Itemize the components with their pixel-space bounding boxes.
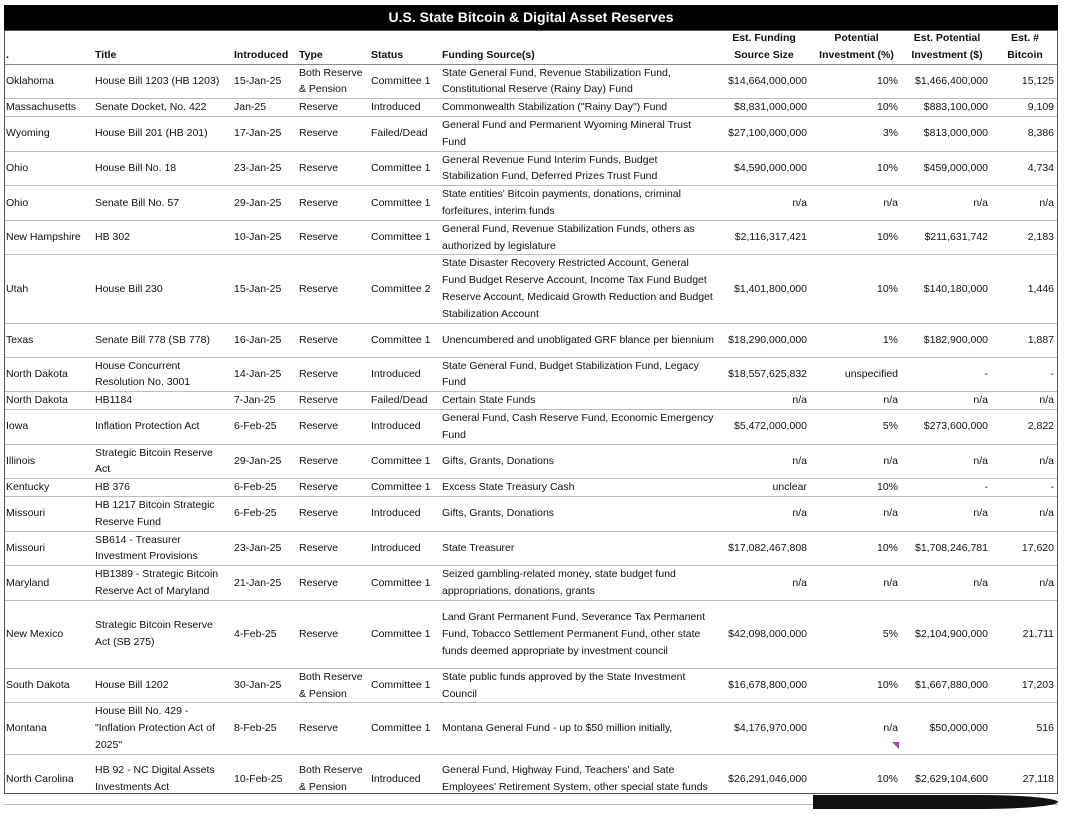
cell-funding-sources: General Fund, Revenue Stabilization Funds, others as authorized by legislature <box>440 220 717 255</box>
cell-title: Senate Docket, No. 422 <box>93 99 232 117</box>
cell-title: House Bill No. 429 - "Inflation Protection Act of 2025" <box>93 703 232 754</box>
cell-state: Ohio <box>4 151 93 186</box>
cell-state: Wyoming <box>4 116 93 151</box>
cell-funding-size: $18,290,000,000 <box>717 323 811 357</box>
table-row <box>4 186 1058 221</box>
table-row <box>4 323 1058 357</box>
table-row <box>4 116 1058 151</box>
cell-status: Failed/Dead <box>369 116 440 151</box>
cell-type: Reserve <box>297 444 369 479</box>
cell-title: HB1184 <box>93 392 232 410</box>
cell-type: Reserve <box>297 151 369 186</box>
cell-potential-pct: 10% <box>811 220 902 255</box>
cell-potential-pct: 1% <box>811 323 902 357</box>
cell-introduced: 8-Feb-25 <box>232 703 297 754</box>
cell-est-investment: $813,000,000 <box>902 116 992 151</box>
cell-funding-size: $5,472,000,000 <box>717 409 811 444</box>
cell-est-investment: $2,104,900,000 <box>902 600 992 668</box>
cell-funding-sources: State Treasurer <box>440 531 717 566</box>
cell-status: Committee 2 <box>369 255 440 323</box>
table-row <box>4 703 1058 754</box>
cell-funding-sources: State Disaster Recovery Restricted Account, General Fund Budget Reserve Account, Income Tax Fund Budget Reserve Account, Medicaid Growth Reduction and Budget Stabilization Account <box>440 255 717 323</box>
cell-potential-pct: 10% <box>811 754 902 804</box>
cell-funding-size: $1,401,800,000 <box>717 255 811 323</box>
cell-funding-sources: State public funds approved by the State Investment Council <box>440 668 717 703</box>
cell-est-bitcoin: n/a <box>992 444 1058 479</box>
cell-potential-pct: 10% <box>811 668 902 703</box>
cell-status: Committee 1 <box>369 186 440 221</box>
cell-est-bitcoin: n/a <box>992 496 1058 531</box>
cell-est-investment: $459,000,000 <box>902 151 992 186</box>
table-row <box>4 600 1058 668</box>
table-row <box>4 99 1058 117</box>
table-row <box>4 151 1058 186</box>
cell-est-investment: $1,466,400,000 <box>902 64 992 99</box>
cell-introduced: 16-Jan-25 <box>232 323 297 357</box>
cell-status: Introduced <box>369 99 440 117</box>
cell-funding-sources: General Revenue Fund Interim Funds, Budget Stabilization Fund, Deferred Prizes Trust Fund <box>440 151 717 186</box>
cell-funding-sources: Commonwealth Stabilization ("Rainy Day") Fund <box>440 99 717 117</box>
cell-status: Committee 1 <box>369 323 440 357</box>
cell-funding-size: $17,082,467,808 <box>717 531 811 566</box>
header-funding-size: Est. Funding Source Size <box>717 30 811 64</box>
cell-potential-pct: n/a <box>811 703 902 754</box>
cell-introduced: 15-Jan-25 <box>232 255 297 323</box>
cell-status: Committee 1 <box>369 220 440 255</box>
cell-type: Reserve <box>297 479 369 497</box>
cell-funding-sources: State entities' Bitcoin payments, donations, criminal forfeitures, interim funds <box>440 186 717 221</box>
cell-introduced: 6-Feb-25 <box>232 409 297 444</box>
cell-type: Reserve <box>297 323 369 357</box>
cell-potential-pct: 10% <box>811 255 902 323</box>
cell-est-bitcoin: 2,822 <box>992 409 1058 444</box>
cell-est-investment: $273,600,000 <box>902 409 992 444</box>
cell-title: Senate Bill No. 57 <box>93 186 232 221</box>
cell-funding-size: $14,664,000,000 <box>717 64 811 99</box>
cell-type: Reserve <box>297 566 369 601</box>
cell-funding-size: $4,590,000,000 <box>717 151 811 186</box>
cell-introduced: 15-Jan-25 <box>232 64 297 99</box>
cell-type: Reserve <box>297 220 369 255</box>
cell-est-bitcoin: 15,125 <box>992 64 1058 99</box>
cell-title: SB614 - Treasurer Investment Provisions <box>93 531 232 566</box>
cell-type: Reserve <box>297 600 369 668</box>
cell-est-investment: - <box>902 479 992 497</box>
cell-potential-pct: 5% <box>811 600 902 668</box>
cell-title: Strategic Bitcoin Reserve Act <box>93 444 232 479</box>
cell-funding-size: $2,116,317,421 <box>717 220 811 255</box>
cell-funding-sources: Gifts, Grants, Donations <box>440 444 717 479</box>
cell-title: HB 1217 Bitcoin Strategic Reserve Fund <box>93 496 232 531</box>
reserves-table <box>4 30 1058 805</box>
cell-status: Committee 1 <box>369 64 440 99</box>
cell-funding-sources: Montana General Fund - up to $50 million initially, <box>440 703 717 754</box>
cell-introduced: Jan-25 <box>232 99 297 117</box>
cell-potential-pct: n/a <box>811 186 902 221</box>
header-est-bitcoin: Est. # Bitcoin <box>992 30 1058 64</box>
cell-introduced: 10-Jan-25 <box>232 220 297 255</box>
cell-potential-pct: 10% <box>811 531 902 566</box>
sheet-title: U.S. State Bitcoin & Digital Asset Reserves <box>4 5 1058 30</box>
cell-state: Iowa <box>4 409 93 444</box>
cell-funding-size: $42,098,000,000 <box>717 600 811 668</box>
cell-funding-sources: General Fund, Cash Reserve Fund, Economic Emergency Fund <box>440 409 717 444</box>
cell-state: North Carolina <box>4 754 93 804</box>
cell-est-bitcoin: 8,386 <box>992 116 1058 151</box>
cell-est-investment: $1,708,246,781 <box>902 531 992 566</box>
cell-state: Missouri <box>4 531 93 566</box>
header-potential-pct: Potential Investment (%) <box>811 30 902 64</box>
cell-est-bitcoin: n/a <box>992 566 1058 601</box>
cell-type: Reserve <box>297 703 369 754</box>
cell-type: Both Reserve & Pension <box>297 668 369 703</box>
cell-funding-sources: Land Grant Permanent Fund, Severance Tax Permanent Fund, Tobacco Settlement Permanent Fund, other state funds deemed appropriate by investment council <box>440 600 717 668</box>
table-row <box>4 392 1058 410</box>
table-row <box>4 444 1058 479</box>
header-row-marker: . <box>4 30 93 64</box>
cell-status: Introduced <box>369 496 440 531</box>
cell-state: Kentucky <box>4 479 93 497</box>
cell-state: New Hampshire <box>4 220 93 255</box>
cell-funding-size: unclear <box>717 479 811 497</box>
cell-title: HB 376 <box>93 479 232 497</box>
cell-est-bitcoin: - <box>992 357 1058 392</box>
cell-title: House Bill 230 <box>93 255 232 323</box>
cell-funding-sources: General Fund, Highway Fund, Teachers' and Sate Employees' Retirement System, other special state funds <box>440 754 717 804</box>
header-introduced: Introduced <box>232 30 297 64</box>
table-row <box>4 64 1058 99</box>
cell-introduced: 29-Jan-25 <box>232 444 297 479</box>
cell-title: House Bill 201 (HB 201) <box>93 116 232 151</box>
cell-status: Committee 1 <box>369 479 440 497</box>
cell-status: Committee 1 <box>369 668 440 703</box>
cell-type: Reserve <box>297 99 369 117</box>
cell-funding-size: n/a <box>717 566 811 601</box>
cell-est-bitcoin: 21,711 <box>992 600 1058 668</box>
cell-funding-sources: Certain State Funds <box>440 392 717 410</box>
cell-funding-size: n/a <box>717 186 811 221</box>
cell-est-bitcoin: 1,887 <box>992 323 1058 357</box>
cell-title: HB1389 - Strategic Bitcoin Reserve Act of Maryland <box>93 566 232 601</box>
header-row <box>4 30 1058 64</box>
cell-status: Introduced <box>369 357 440 392</box>
header-funding-sources: Funding Source(s) <box>440 30 717 64</box>
cell-est-investment: n/a <box>902 186 992 221</box>
cell-est-investment: $211,631,742 <box>902 220 992 255</box>
cell-title: House Bill No. 18 <box>93 151 232 186</box>
cell-introduced: 23-Jan-25 <box>232 531 297 566</box>
cell-potential-pct: unspecified <box>811 357 902 392</box>
cell-funding-size: $8,831,000,000 <box>717 99 811 117</box>
cell-est-investment: $140,180,000 <box>902 255 992 323</box>
cell-type: Reserve <box>297 186 369 221</box>
cell-status: Committee 1 <box>369 600 440 668</box>
table-row <box>4 409 1058 444</box>
cell-funding-sources: State General Fund, Budget Stabilization Fund, Legacy Fund <box>440 357 717 392</box>
cell-est-bitcoin: - <box>992 479 1058 497</box>
cell-est-bitcoin: 4,734 <box>992 151 1058 186</box>
cell-state: Illinois <box>4 444 93 479</box>
cell-est-investment: - <box>902 357 992 392</box>
cell-title: Inflation Protection Act <box>93 409 232 444</box>
cell-introduced: 17-Jan-25 <box>232 116 297 151</box>
cell-type: Both Reserve & Pension <box>297 754 369 804</box>
cell-type: Reserve <box>297 531 369 566</box>
cell-introduced: 6-Feb-25 <box>232 479 297 497</box>
cell-est-investment: $2,629,104,600 <box>902 754 992 804</box>
cell-funding-sources: State General Fund, Revenue Stabilization Fund, Constitutional Reserve (Rainy Day) Fund <box>440 64 717 99</box>
cell-type: Reserve <box>297 255 369 323</box>
cell-title: House Concurrent Resolution No. 3001 <box>93 357 232 392</box>
cell-type: Both Reserve & Pension <box>297 64 369 99</box>
cell-state: Utah <box>4 255 93 323</box>
cell-comment-marker <box>892 742 899 749</box>
cell-type: Reserve <box>297 357 369 392</box>
cell-status: Introduced <box>369 754 440 804</box>
cell-state: Massachusetts <box>4 99 93 117</box>
cell-introduced: 29-Jan-25 <box>232 186 297 221</box>
cell-funding-size: $16,678,800,000 <box>717 668 811 703</box>
cell-est-bitcoin: 2,183 <box>992 220 1058 255</box>
cell-funding-size: $26,291,046,000 <box>717 754 811 804</box>
cell-est-investment: n/a <box>902 566 992 601</box>
cell-est-investment: n/a <box>902 496 992 531</box>
header-est-investment: Est. Potential Investment ($) <box>902 30 992 64</box>
table-row <box>4 496 1058 531</box>
cell-est-investment: n/a <box>902 444 992 479</box>
cell-funding-size: n/a <box>717 392 811 410</box>
cell-status: Committee 1 <box>369 444 440 479</box>
cell-est-investment: n/a <box>902 392 992 410</box>
cell-introduced: 6-Feb-25 <box>232 496 297 531</box>
cell-funding-size: n/a <box>717 496 811 531</box>
cell-title: House Bill 1202 <box>93 668 232 703</box>
header-status: Status <box>369 30 440 64</box>
table-row <box>4 668 1058 703</box>
table-row <box>4 220 1058 255</box>
cell-est-investment: $883,100,000 <box>902 99 992 117</box>
cell-est-investment: $1,667,880,000 <box>902 668 992 703</box>
cell-status: Introduced <box>369 409 440 444</box>
cell-state: Oklahoma <box>4 64 93 99</box>
cell-est-bitcoin: 17,203 <box>992 668 1058 703</box>
table-row <box>4 566 1058 601</box>
cell-potential-pct: 3% <box>811 116 902 151</box>
cell-funding-sources: General Fund and Permanent Wyoming Mineral Trust Fund <box>440 116 717 151</box>
cell-est-bitcoin: 516 <box>992 703 1058 754</box>
cell-funding-sources: Gifts, Grants, Donations <box>440 496 717 531</box>
cell-potential-pct: 10% <box>811 151 902 186</box>
cell-funding-sources: Seized gambling-related money, state budget fund appropriations, donations, grants <box>440 566 717 601</box>
cell-state: Ohio <box>4 186 93 221</box>
cell-state: North Dakota <box>4 392 93 410</box>
cell-potential-pct: 5% <box>811 409 902 444</box>
cell-status: Committee 1 <box>369 703 440 754</box>
cell-potential-pct: 10% <box>811 99 902 117</box>
cell-state: North Dakota <box>4 357 93 392</box>
cell-type: Reserve <box>297 392 369 410</box>
cell-est-investment: $50,000,000 <box>902 703 992 754</box>
cell-type: Reserve <box>297 409 369 444</box>
cell-est-bitcoin: n/a <box>992 392 1058 410</box>
cell-est-bitcoin: n/a <box>992 186 1058 221</box>
cell-state: Montana <box>4 703 93 754</box>
cell-funding-sources: Excess State Treasury Cash <box>440 479 717 497</box>
table-row <box>4 479 1058 497</box>
cell-introduced: 21-Jan-25 <box>232 566 297 601</box>
cell-est-investment: $182,900,000 <box>902 323 992 357</box>
cell-introduced: 7-Jan-25 <box>232 392 297 410</box>
cell-introduced: 10-Feb-25 <box>232 754 297 804</box>
cell-type: Reserve <box>297 496 369 531</box>
redaction-mark <box>813 795 1058 809</box>
cell-funding-size: $27,100,000,000 <box>717 116 811 151</box>
cell-state: Missouri <box>4 496 93 531</box>
spreadsheet <box>4 5 1058 805</box>
cell-est-bitcoin: 1,446 <box>992 255 1058 323</box>
cell-funding-size: n/a <box>717 444 811 479</box>
cell-status: Committee 1 <box>369 566 440 601</box>
cell-status: Introduced <box>369 531 440 566</box>
cell-introduced: 30-Jan-25 <box>232 668 297 703</box>
cell-introduced: 4-Feb-25 <box>232 600 297 668</box>
cell-title: House Bill 1203 (HB 1203) <box>93 64 232 99</box>
cell-status: Committee 1 <box>369 151 440 186</box>
cell-est-bitcoin: 17,620 <box>992 531 1058 566</box>
header-title: Title <box>93 30 232 64</box>
cell-state: Maryland <box>4 566 93 601</box>
cell-title: Strategic Bitcoin Reserve Act (SB 275) <box>93 600 232 668</box>
cell-state: Texas <box>4 323 93 357</box>
cell-est-bitcoin: 27,118 <box>992 754 1058 804</box>
table-row <box>4 531 1058 566</box>
table-row <box>4 357 1058 392</box>
cell-title: HB 302 <box>93 220 232 255</box>
cell-introduced: 23-Jan-25 <box>232 151 297 186</box>
cell-introduced: 14-Jan-25 <box>232 357 297 392</box>
cell-state: South Dakota <box>4 668 93 703</box>
cell-title: Senate Bill 778 (SB 778) <box>93 323 232 357</box>
cell-type: Reserve <box>297 116 369 151</box>
header-type: Type <box>297 30 369 64</box>
cell-potential-pct: n/a <box>811 444 902 479</box>
cell-potential-pct: n/a <box>811 392 902 410</box>
cell-potential-pct: n/a <box>811 566 902 601</box>
cell-potential-pct: n/a <box>811 496 902 531</box>
cell-est-bitcoin: 9,109 <box>992 99 1058 117</box>
cell-status: Failed/Dead <box>369 392 440 410</box>
cell-potential-pct: 10% <box>811 479 902 497</box>
cell-funding-size: $4,176,970,000 <box>717 703 811 754</box>
cell-state: New Mexico <box>4 600 93 668</box>
table-row <box>4 255 1058 323</box>
cell-title: HB 92 - NC Digital Assets Investments Act <box>93 754 232 804</box>
cell-potential-pct: 10% <box>811 64 902 99</box>
cell-funding-sources: Unencumbered and unobligated GRF blance per biennium <box>440 323 717 357</box>
cell-funding-size: $18,557,625,832 <box>717 357 811 392</box>
